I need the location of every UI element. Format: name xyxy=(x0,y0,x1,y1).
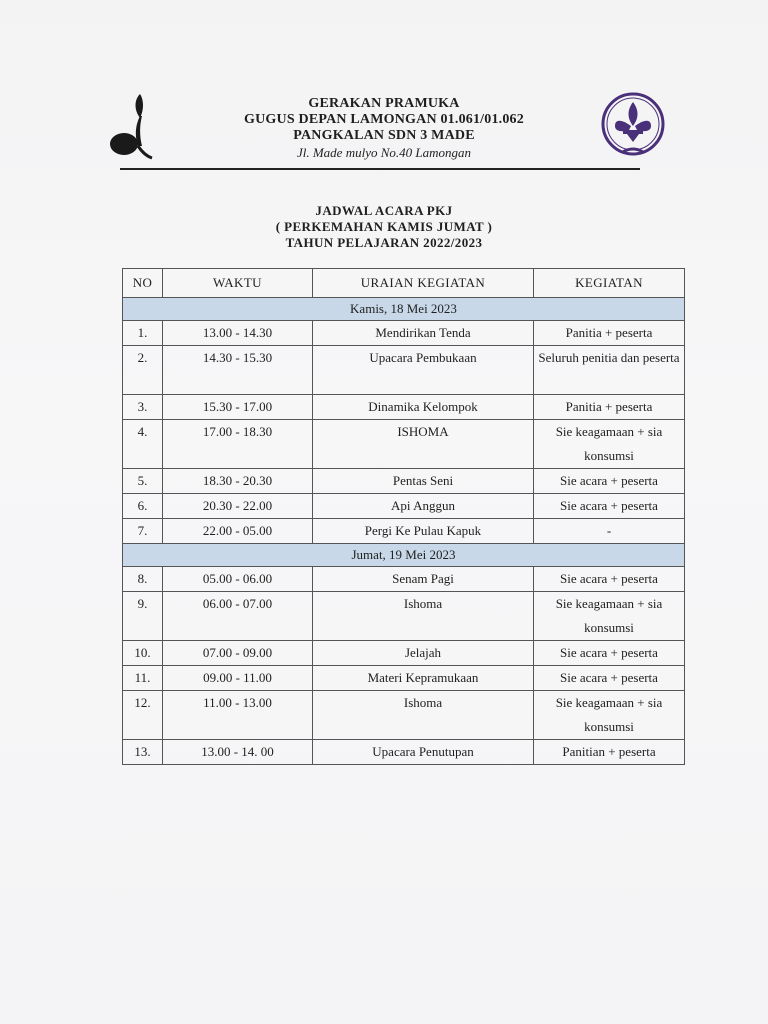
cell-no: 10. xyxy=(123,641,163,666)
cell-activity: Sie keagamaan + sia konsumsi xyxy=(534,691,685,740)
cell-desc: Jelajah xyxy=(313,641,534,666)
cell-desc: Mendirikan Tenda xyxy=(313,321,534,346)
table-header-row xyxy=(123,269,685,298)
org-address: Jl. Made mulyo No.40 Lamongan xyxy=(296,145,472,160)
table-row xyxy=(123,346,685,395)
col-header-time: WAKTU xyxy=(163,269,313,298)
cell-no: 6. xyxy=(123,494,163,519)
cell-time: 05.00 - 06.00 xyxy=(163,567,313,592)
table-row xyxy=(123,494,685,519)
cell-activity: Sie acara + peserta xyxy=(534,641,685,666)
table-row xyxy=(123,395,685,420)
table-row xyxy=(123,666,685,691)
col-header-desc: URAIAN KEGIATAN xyxy=(313,269,534,298)
cell-no: 2. xyxy=(123,346,163,395)
cell-time: 14.30 - 15.30 xyxy=(163,346,313,395)
org-base: PANGKALAN SDN 3 MADE xyxy=(293,128,475,143)
scout-emblem-icon xyxy=(597,90,669,162)
cell-activity: Panitia + peserta xyxy=(534,395,685,420)
document-title xyxy=(160,203,608,251)
cell-no: 7. xyxy=(123,519,163,544)
cell-desc: Ishoma xyxy=(313,691,534,740)
day-label: Jumat, 19 Mei 2023 xyxy=(123,544,685,567)
cell-no: 3. xyxy=(123,395,163,420)
cell-time: 09.00 - 11.00 xyxy=(163,666,313,691)
cell-desc: Pentas Seni xyxy=(313,469,534,494)
table-row xyxy=(123,641,685,666)
cell-activity: Sie keagamaan + sia konsumsi xyxy=(534,420,685,469)
cell-time: 06.00 - 07.00 xyxy=(163,592,313,641)
cell-desc: Senam Pagi xyxy=(313,567,534,592)
cell-no: 5. xyxy=(123,469,163,494)
tunas-kelapa-logo-icon xyxy=(104,90,156,162)
cell-desc: Pergi Ke Pulau Kapuk xyxy=(313,519,534,544)
title-line-1: JADWAL ACARA PKJ xyxy=(315,203,453,218)
org-name: GERAKAN PRAMUKA xyxy=(308,96,460,111)
cell-activity: - xyxy=(534,519,685,544)
cell-desc: Upacara Penutupan xyxy=(313,740,534,765)
table-row xyxy=(123,469,685,494)
table-row xyxy=(123,519,685,544)
cell-desc: Dinamika Kelompok xyxy=(313,395,534,420)
col-header-activity: KEGIATAN xyxy=(534,269,685,298)
cell-activity: Panitian + peserta xyxy=(534,740,685,765)
title-line-3: TAHUN PELAJARAN 2022/2023 xyxy=(285,235,483,250)
table-row xyxy=(123,567,685,592)
cell-no: 12. xyxy=(123,691,163,740)
cell-time: 22.00 - 05.00 xyxy=(163,519,313,544)
cell-time: 11.00 - 13.00 xyxy=(163,691,313,740)
table-row xyxy=(123,420,685,469)
cell-time: 15.30 - 17.00 xyxy=(163,395,313,420)
cell-no: 8. xyxy=(123,567,163,592)
cell-desc: Upacara Pembukaan xyxy=(313,346,534,395)
cell-no: 13. xyxy=(123,740,163,765)
header-divider xyxy=(120,168,640,170)
table-row xyxy=(123,592,685,641)
cell-time: 07.00 - 09.00 xyxy=(163,641,313,666)
day-label: Kamis, 18 Mei 2023 xyxy=(123,298,685,321)
cell-time: 17.00 - 18.30 xyxy=(163,420,313,469)
cell-desc: Ishoma xyxy=(313,592,534,641)
cell-activity: Sie acara + peserta xyxy=(534,666,685,691)
cell-no: 9. xyxy=(123,592,163,641)
cell-no: 1. xyxy=(123,321,163,346)
cell-activity: Sie acara + peserta xyxy=(534,469,685,494)
cell-time: 20.30 - 22.00 xyxy=(163,494,313,519)
day-header-row xyxy=(123,298,685,321)
cell-time: 13.00 - 14. 00 xyxy=(163,740,313,765)
schedule-table xyxy=(122,268,685,765)
cell-time: 13.00 - 14.30 xyxy=(163,321,313,346)
table-row xyxy=(123,691,685,740)
day-header-row xyxy=(123,544,685,567)
cell-desc: ISHOMA xyxy=(313,420,534,469)
cell-activity: Seluruh penitia dan peserta xyxy=(534,346,685,395)
cell-no: 4. xyxy=(123,420,163,469)
cell-no: 11. xyxy=(123,666,163,691)
letterhead xyxy=(160,96,608,161)
table-row xyxy=(123,740,685,765)
org-unit: GUGUS DEPAN LAMONGAN 01.061/01.062 xyxy=(244,112,524,127)
cell-activity: Sie acara + peserta xyxy=(534,567,685,592)
cell-desc: Materi Kepramukaan xyxy=(313,666,534,691)
cell-desc: Api Anggun xyxy=(313,494,534,519)
cell-activity: Sie acara + peserta xyxy=(534,494,685,519)
title-line-2: ( PERKEMAHAN KAMIS JUMAT ) xyxy=(275,219,493,234)
table-row xyxy=(123,321,685,346)
cell-activity: Sie keagamaan + sia konsumsi xyxy=(534,592,685,641)
cell-time: 18.30 - 20.30 xyxy=(163,469,313,494)
cell-activity: Panitia + peserta xyxy=(534,321,685,346)
col-header-no: NO xyxy=(123,269,163,298)
